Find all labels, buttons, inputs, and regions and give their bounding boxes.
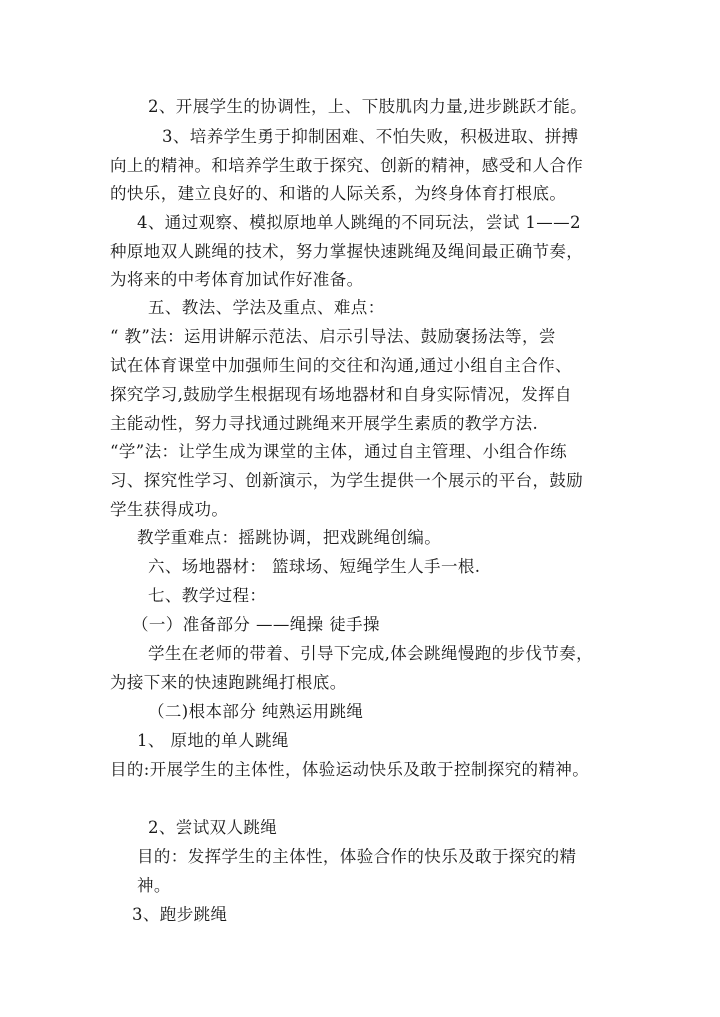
text-line: 3、培养学生勇于抑制困难、不怕失败，积极进取、拼搏 [162,127,579,146]
text-line: “ 教”法：运用讲解示范法、启示引导法、鼓励褒扬法等，尝 [110,327,556,346]
text-line: 学生在老师的带着、引导下完成,体会跳绳慢跑的步伐节奏， [148,644,594,663]
text-line: 教学重难点：摇跳协调，把戏跳绳创编。 [137,528,442,547]
text-line: 目的:开展学生的主体性，体验运动快乐及敢于控制探究的精神。 [110,760,590,779]
subsection-heading: （一）准备部分 ——绳操 徒手操 [132,615,380,634]
text-line: 4、通过观察、模拟原地单人跳绳的不同玩法，尝试 1——2 [137,213,581,232]
text-line: 1、 原地的单人跳绳 [137,731,289,750]
text-line: 神。 [137,876,171,895]
text-line: 试在体育课堂中加强师生间的交往和沟通,通过小组自主合作、 [110,356,572,375]
text-line: 为接下来的快速跑跳绳打根底。 [110,673,347,692]
text-line: 为将来的中考体育加试作好准备。 [110,270,364,289]
text-line: 3、跑步跳绳 [132,905,228,924]
text-line: 2、尝试双人跳绳 [148,818,278,837]
text-line: 探究学习,鼓励学生根据现有场地器材和自身实际情况，发挥自 [110,385,572,404]
text-line: 主能动性，努力寻找通过跳绳来开展学生素质的教学方法. [110,414,539,433]
text-line: 目的：发挥学生的主体性，体验合作的快乐及敢于探究的精 [137,847,577,866]
text-line: 的快乐，建立良好的、和谐的人际关系，为终身体育打根底。 [110,184,567,203]
subsection-heading: （二)根本部分 纯熟运用跳绳 [148,702,364,721]
section-heading: 七、教学过程： [148,586,267,605]
text-line: 向上的精神。和培养学生敢于探究、创新的精神，感受和人合作 [110,156,584,175]
text-line: 学生获得成功。 [110,500,229,519]
text-line: 习、探究性学习、创新演示，为学生提供一个展示的平台，鼓励 [110,471,584,490]
section-heading: 六、场地器材： 篮球场、短绳学生人手一根. [148,557,481,576]
section-heading: 五、教法、学法及重点、难点： [148,298,385,317]
text-line: 2、开展学生的协调性，上、下肢肌肉力量,进步跳跃才能。 [148,97,588,116]
text-line: 种原地双人跳绳的技术，努力掌握快速跳绳及绳间最正确节奏， [110,242,584,261]
text-line: “学”法：让学生成为课堂的主体，通过自主管理、小组合作练 [110,442,568,461]
